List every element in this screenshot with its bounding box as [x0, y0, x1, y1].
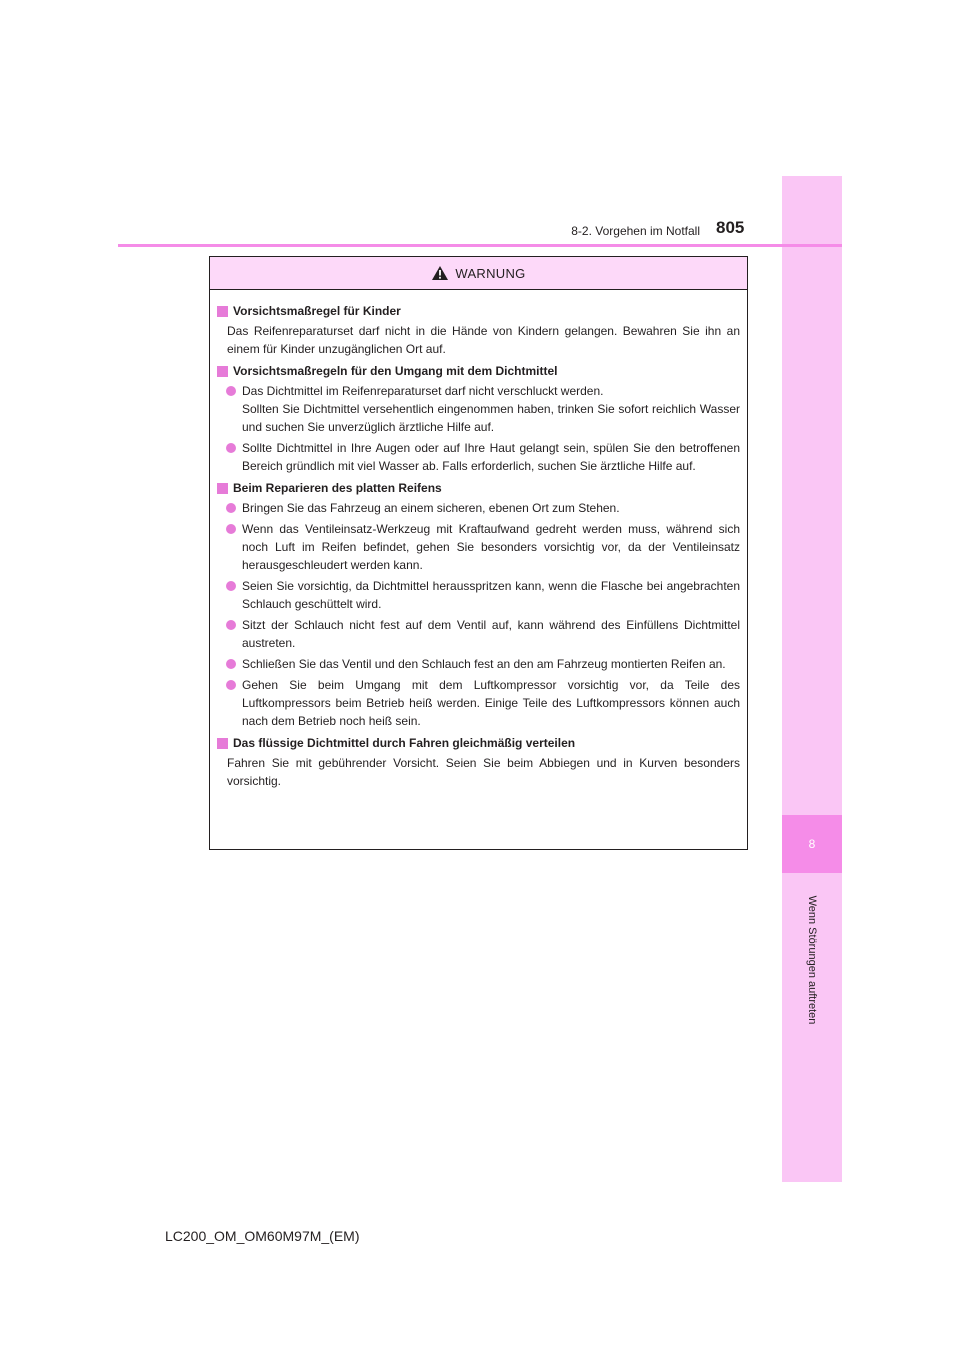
warning-triangle-icon — [431, 265, 449, 281]
round-bullet-icon — [226, 503, 236, 513]
square-bullet-icon — [217, 306, 228, 317]
square-bullet-icon — [217, 738, 228, 749]
warning-section — [217, 362, 740, 475]
list-item: Das Dichtmittel im Reifenreparaturset darf nicht verschluckt werden. Sollten Sie Dichtmittel versehentlich eingenommen haben, trinken Sie sofort reichlich Wasser und suchen Sie unverzüglich ärztliche Hilfe auf. — [217, 382, 740, 436]
list-item: Seien Sie vorsichtig, da Dichtmittel herausspritzen kann, wenn die Flasche bei angebrachten Schlauch geschüttelt wird. — [217, 577, 740, 613]
header-rule — [118, 244, 842, 247]
section-heading: Vorsichtsmaßregel für Kinder — [233, 304, 401, 318]
list-item: Wenn das Ventileinsatz-Werkzeug mit Kraftaufwand gedreht werden muss, während sich noch Luft im Reifen befindet, gehen Sie besonders vorsichtig vor, da der Ventileinsatz herausgeschleudert werden kann. — [217, 520, 740, 574]
round-bullet-icon — [226, 620, 236, 630]
warning-title: WARNUNG — [455, 265, 526, 281]
list-item: Schließen Sie das Ventil und den Schlauch fest an den am Fahrzeug montierten Reifen an. — [217, 655, 740, 673]
round-bullet-icon — [226, 581, 236, 591]
document-code: LC200_OM_OM60M97M_(EM) — [165, 1228, 360, 1244]
section-heading: Beim Reparieren des platten Reifens — [233, 481, 442, 495]
list-item: Gehen Sie beim Umgang mit dem Luftkompressor vorsichtig vor, da Teile des Luftkompressors beim Betrieb heiß werden. Einige Teile des Luftkompressors können auch nach dem Betrieb noch heiß sein. — [217, 676, 740, 730]
list-item: Sitzt der Schlauch nicht fest auf dem Ventil auf, kann während des Einfüllens Dichtmittel austreten. — [217, 616, 740, 652]
warning-header — [210, 257, 747, 290]
warning-section — [217, 479, 740, 730]
square-bullet-icon — [217, 366, 228, 377]
round-bullet-icon — [226, 659, 236, 669]
side-tab — [782, 176, 842, 1182]
warning-body — [210, 290, 747, 790]
square-bullet-icon — [217, 483, 228, 494]
round-bullet-icon — [226, 524, 236, 534]
section-heading: Das flüssige Dichtmittel durch Fahren gleichmäßig verteilen — [233, 736, 576, 750]
section-heading: Vorsichtsmaßregeln für den Umgang mit dem Dichtmittel — [233, 364, 558, 378]
round-bullet-icon — [226, 386, 236, 396]
list-item: Sollte Dichtmittel in Ihre Augen oder auf Ihre Haut gelangt sein, spülen Sie den betroffenen Bereich gründlich mit viel Wasser ab. Falls erforderlich, suchen Sie ärztliche Hilfe auf. — [217, 439, 740, 475]
warning-section — [217, 302, 740, 358]
chapter-title-vertical: Wenn Störungen auftreten — [806, 895, 818, 1025]
section-text: Fahren Sie mit gebührender Vorsicht. Seien Sie beim Abbiegen und in Kurven besonders vorsichtig. — [227, 756, 740, 788]
round-bullet-icon — [226, 443, 236, 453]
section-title: 8-2. Vorgehen im Notfall — [571, 224, 700, 238]
page-number: 805 — [716, 218, 745, 237]
warning-box — [209, 256, 748, 850]
warning-section — [217, 734, 740, 790]
round-bullet-icon — [226, 680, 236, 690]
section-text: Das Reifenreparaturset darf nicht in die Hände von Kindern gelangen. Bewahren Sie ihn an einem für Kinder unzugänglichen Ort auf. — [227, 324, 740, 356]
list-item: Bringen Sie das Fahrzeug an einem sicheren, ebenen Ort zum Stehen. — [217, 499, 740, 517]
chapter-number-tab: 8 — [782, 815, 842, 873]
